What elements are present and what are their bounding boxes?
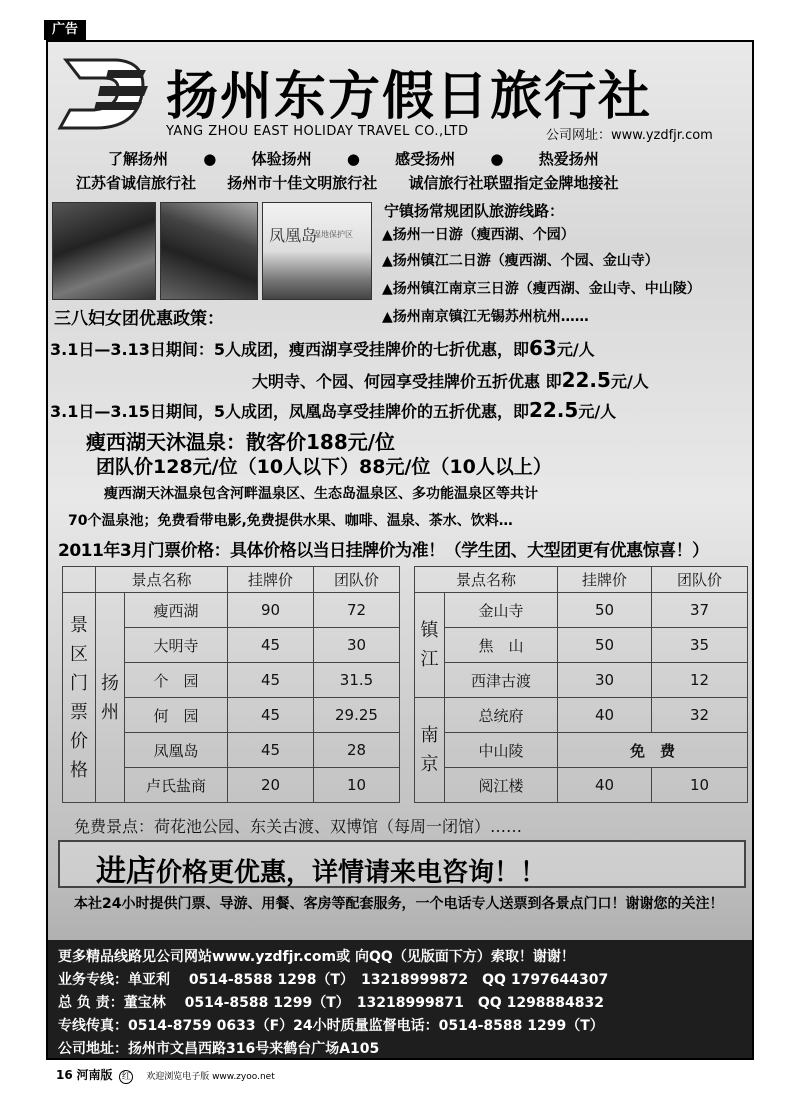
contact-fax-line: 专线传真：0514-8759 0633（F）24小时质量监督电话：0514-8588 1299（T） xyxy=(58,1018,604,1034)
banner-lead: 进店 xyxy=(96,854,156,889)
slogan-item: 热爱扬州 xyxy=(538,150,599,168)
bullet-icon: ● xyxy=(490,150,504,168)
group-price: 30 xyxy=(314,628,400,663)
company-logo-icon xyxy=(56,52,152,136)
yangzhou-ticket-table xyxy=(62,566,400,803)
list-price: 45 xyxy=(228,663,314,698)
list-price: 50 xyxy=(558,593,652,628)
spot-name: 中山陵 xyxy=(445,733,558,768)
photo-caption: 凤凰岛 xyxy=(269,226,318,245)
free-entry: 免 费 xyxy=(558,733,748,768)
group-price: 10 xyxy=(652,768,748,803)
list-price: 40 xyxy=(558,698,652,733)
list-price: 45 xyxy=(228,628,314,663)
spot-name: 焦 山 xyxy=(445,628,558,663)
edition-label: 河南版 xyxy=(76,1068,113,1082)
route-item: ▲扬州镇江南京三日游（瘦西湖、金山寺、中山陵） xyxy=(382,281,701,297)
advertisement-panel xyxy=(46,40,754,1060)
zhenjiang-nanjing-ticket-table xyxy=(414,566,748,803)
list-price: 20 xyxy=(228,768,314,803)
spot-name: 个 园 xyxy=(125,663,228,698)
policy-line-1: 3.1日—3.13日期间：5人成团，瘦西湖享受挂牌价的七折优惠，即63元/人 xyxy=(50,336,595,360)
policy-price: 22.5 xyxy=(561,368,611,392)
city-label-yangzhou: 扬州 xyxy=(96,593,125,803)
spa-description: 瘦西湖天沐温泉包含河畔温泉区、生态岛温泉区、多功能温泉区等共计 xyxy=(104,486,538,502)
service-notice: 本社24小时提供门票、导游、用餐、客房等配套服务，一个电话专人送票到各景点门口！谢谢您的关注！ xyxy=(74,896,724,912)
spot-name: 凤凰岛 xyxy=(125,733,228,768)
route-item: ▲扬州一日游（瘦西湖、个园） xyxy=(382,227,575,243)
group-price: 28 xyxy=(314,733,400,768)
list-price: 90 xyxy=(228,593,314,628)
policy-price: 22.5 xyxy=(528,398,579,422)
policy-line-3: 3.1日—3.15日期间，5人成团，凤凰岛享受挂牌价的五折优惠，即22.5元/人 xyxy=(50,398,617,422)
route-item: ▲扬州镇江二日游（瘦西湖、个园、金山寺） xyxy=(382,253,659,269)
contact-address-line: 公司地址：扬州市文昌西路316号来鹤台广场A105 xyxy=(58,1041,380,1057)
edition-badge-icon: 红 xyxy=(119,1070,133,1084)
group-price: 29.25 xyxy=(314,698,400,733)
column-header: 挂牌价 xyxy=(228,567,314,593)
group-price: 32 xyxy=(652,698,748,733)
policy-line-2: 大明寺、个园、何园享受挂牌价五折优惠 即22.5元/人 xyxy=(252,368,649,392)
list-price: 45 xyxy=(228,733,314,768)
phoenix-island-photo xyxy=(262,202,372,300)
group-price: 10 xyxy=(314,768,400,803)
honor-item: 诚信旅行社联盟指定金牌地接社 xyxy=(408,174,619,192)
group-price: 37 xyxy=(652,593,748,628)
group-price: 72 xyxy=(314,593,400,628)
city-label-nanjing: 南京 xyxy=(415,698,445,803)
column-header: 景点名称 xyxy=(96,567,228,593)
photo-caption-sub: 湿地保护区 xyxy=(313,230,353,239)
spa-description: 70个温泉池；免费看带电影,免费提供水果、咖啡、温泉、茶水、饮料… xyxy=(68,513,513,529)
column-header: 挂牌价 xyxy=(558,567,652,593)
slogan-item: 体验扬州 xyxy=(251,150,312,168)
contact-block xyxy=(48,940,754,1060)
group-price: 35 xyxy=(652,628,748,663)
policy-price: 63 xyxy=(528,336,557,360)
slogan-item: 感受扬州 xyxy=(395,150,456,168)
spa-price-line: 瘦西湖天沐温泉：散客价188元/位 xyxy=(86,430,396,454)
company-website[interactable]: 公司网址：www.yzdfjr.com xyxy=(546,128,713,143)
spot-name: 瘦西湖 xyxy=(125,593,228,628)
spot-name: 西津古渡 xyxy=(445,663,558,698)
column-header: 团队价 xyxy=(314,567,400,593)
group-price: 31.5 xyxy=(314,663,400,698)
bullet-icon: ● xyxy=(346,150,360,168)
company-title: 扬州东方假日旅行社 xyxy=(166,67,653,127)
honor-item: 江苏省诚信旅行社 xyxy=(76,174,197,192)
spa-group-price-line: 团队价128元/位（10人以下）88元/位（10人以上） xyxy=(96,456,552,478)
ticket-group-label: 景区门票价格 xyxy=(63,593,96,803)
bullet-icon: ● xyxy=(203,150,217,168)
slogan-item: 了解扬州 xyxy=(108,150,169,168)
spot-name: 卢氏盐商 xyxy=(125,768,228,803)
list-price: 45 xyxy=(228,698,314,733)
visit-store-banner xyxy=(58,840,746,888)
ad-tag: 广告 xyxy=(44,20,86,40)
contact-manager-line: 总 负 责：董宝林 0514-8588 1299（T） 13218999871 QQ 1298884832 xyxy=(58,995,604,1011)
company-english-name: YANG ZHOU EAST HOLIDAY TRAVEL CO.,LTD xyxy=(166,124,469,139)
contact-website-line[interactable]: 更多精品线路见公司网站www.yzdfjr.com或 向QQ（见版面下方）索取！谢谢！ xyxy=(58,949,575,965)
page-footer xyxy=(56,1066,275,1084)
route-item: ▲扬州南京镇江无锡苏州杭州…… xyxy=(382,309,589,325)
temple-gate-photo xyxy=(160,202,258,300)
honor-item: 扬州市十佳文明旅行社 xyxy=(227,174,378,192)
ticket-price-title: 2011年3月门票价格：具体价格以当日挂牌价为准！（学生团、大型团更有优惠惊喜！） xyxy=(58,541,709,561)
free-spots: 免费景点：荷花池公园、东关古渡、双博馆（每周一闭馆）…… xyxy=(74,817,523,836)
spot-name: 阅江楼 xyxy=(445,768,558,803)
spot-name: 大明寺 xyxy=(125,628,228,663)
routes-title: 宁镇扬常规团队旅游线路： xyxy=(384,202,565,220)
contact-business-line: 业务专线：单亚利 0514-8588 1298（T） 13218999872 QQ 1797644307 xyxy=(58,972,609,988)
column-header: 景点名称 xyxy=(415,567,558,593)
page-number: 16 xyxy=(56,1068,73,1082)
footer-link[interactable]: 欢迎浏览电子版 www.zyoo.net xyxy=(146,1072,275,1082)
list-price: 40 xyxy=(558,768,652,803)
honors-row xyxy=(76,172,645,193)
garden-photo xyxy=(52,202,156,300)
slogan-row xyxy=(108,148,629,169)
spot-name: 总统府 xyxy=(445,698,558,733)
banner-text: 价格更优惠，详情请来电咨询！！ xyxy=(156,858,547,888)
city-label-zhenjiang: 镇江 xyxy=(415,593,445,698)
list-price: 50 xyxy=(558,628,652,663)
spot-name: 何 园 xyxy=(125,698,228,733)
group-price: 12 xyxy=(652,663,748,698)
list-price: 30 xyxy=(558,663,652,698)
policy-title: 三八妇女团优惠政策： xyxy=(54,309,224,329)
column-header: 团队价 xyxy=(652,567,748,593)
spot-name: 金山寺 xyxy=(445,593,558,628)
